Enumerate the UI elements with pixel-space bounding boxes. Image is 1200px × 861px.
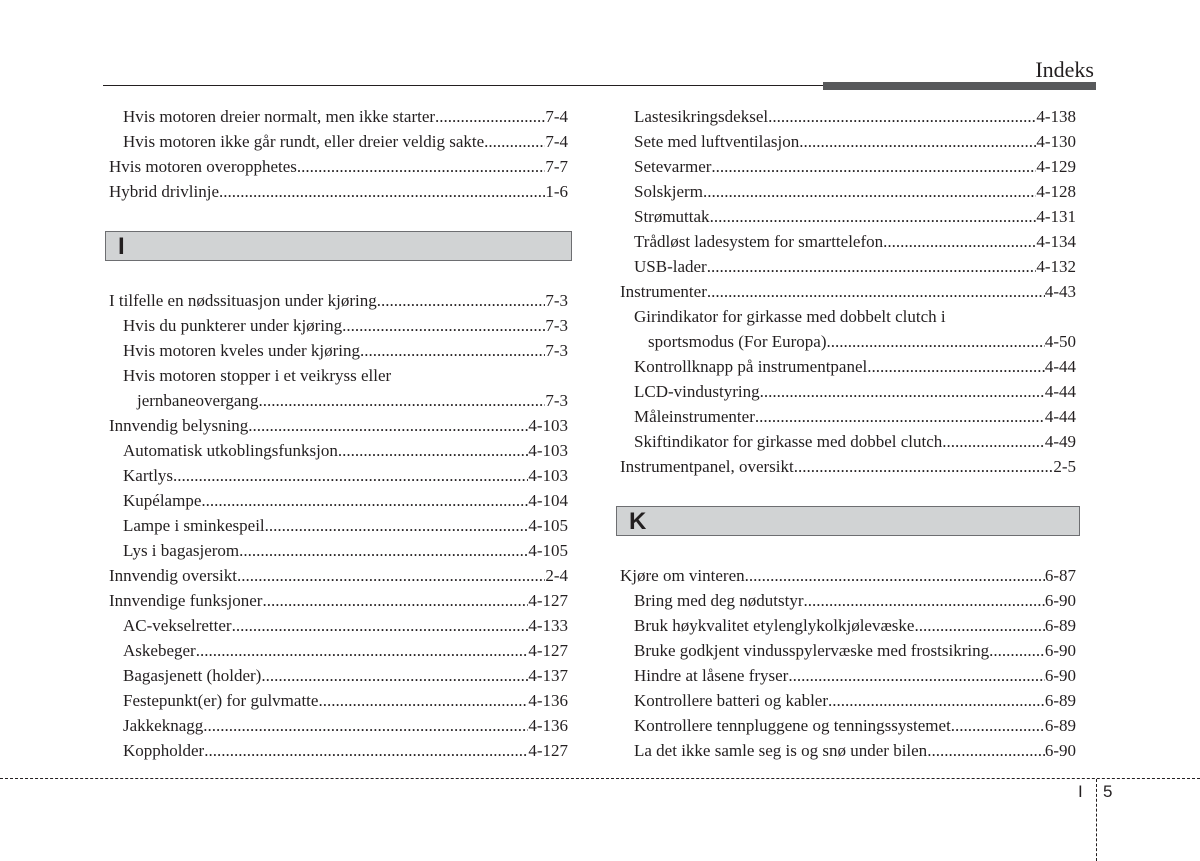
index-entry: Solskjerm ..... 4-128 (620, 179, 1076, 204)
index-entry: Hindre at låsene fryser ..... 6-90 (620, 663, 1076, 688)
index-entry: Hvis motoren stopper i et veikryss eller (123, 366, 392, 385)
index-entry: Hvis du punkterer under kjøring ..... 7-3 (109, 313, 568, 338)
index-entry: Innvendig belysning ..... 4-103 (109, 413, 568, 438)
index-entry: Festepunkt(er) for gulvmatte ..... 4-136 (109, 688, 568, 713)
index-entry: Bagasjenett (holder) ..... 4-137 (109, 663, 568, 688)
page-number: 5 (1103, 782, 1113, 801)
index-entry: Hvis motoren overopphetes ..... 7-7 (109, 154, 568, 179)
index-entry: Strømuttak ..... 4-131 (620, 204, 1076, 229)
index-entry: Koppholder ..... 4-127 (109, 738, 568, 763)
index-entry: I tilfelle en nødssituasjon under kjøring ..... 7-3 (109, 288, 568, 313)
index-entry: Kontrollere batteri og kabler ..... 6-89 (620, 688, 1076, 713)
index-entry: Automatisk utkoblingsfunksjon ..... 4-103 (109, 438, 568, 463)
page-title: Indeks (1035, 57, 1094, 82)
index-entry: AC-vekselretter ..... 4-133 (109, 613, 568, 638)
index-entry: Måleinstrumenter ..... 4-44 (620, 404, 1076, 429)
index-entry: Innvendige funksjoner ..... 4-127 (109, 588, 568, 613)
section-header-i: I (105, 231, 572, 261)
index-entry: Kartlys ..... 4-103 (109, 463, 568, 488)
header-rule (103, 85, 823, 86)
index-entry: Lampe i sminkespeil ..... 4-105 (109, 513, 568, 538)
footer-trim-line (0, 778, 1200, 779)
footer-divider (1096, 779, 1097, 861)
index-entry: Bruk høykvalitet etylenglykolkjølevæske ..... 6-89 (620, 613, 1076, 638)
index-entry: Girindikator for girkasse med dobbelt clutch i (634, 307, 946, 326)
index-entry: Kontrollere tennpluggene og tenningssystemet ..... 6-89 (620, 713, 1076, 738)
index-column-right (620, 104, 1076, 763)
index-entry: Hvis motoren dreier normalt, men ikke starter ..... 7-4 (109, 104, 568, 129)
index-entry: jernbaneovergang ..... 7-3 (109, 388, 568, 413)
index-entry: Sete med luftventilasjon ..... 4-130 (620, 129, 1076, 154)
index-entry: Innvendig oversikt ..... 2-4 (109, 563, 568, 588)
index-entry: Askebeger ..... 4-127 (109, 638, 568, 663)
index-entry: Bruke godkjent vindusspylervæske med frostsikring ..... 6-90 (620, 638, 1076, 663)
index-entry: Hvis motoren kveles under kjøring ..... 7-3 (109, 338, 568, 363)
header-accent-bar (823, 82, 1096, 90)
index-entry: USB-lader ..... 4-132 (620, 254, 1076, 279)
section-header-k: K (616, 506, 1080, 536)
index-entry: LCD-vindustyring ..... 4-44 (620, 379, 1076, 404)
index-entry: Lastesikringsdeksel ..... 4-138 (620, 104, 1076, 129)
index-entry: Lys i bagasjerom ..... 4-105 (109, 538, 568, 563)
footer-section-letter: I (1078, 782, 1083, 801)
index-entry: Kontrollknapp på instrumentpanel ..... 4-44 (620, 354, 1076, 379)
index-entry: Bring med deg nødutstyr ..... 6-90 (620, 588, 1076, 613)
index-entry: Kjøre om vinteren ..... 6-87 (620, 563, 1076, 588)
index-entry: Instrumenter ..... 4-43 (620, 279, 1076, 304)
index-entry: Jakkeknagg ..... 4-136 (109, 713, 568, 738)
index-entry: Kupélampe ..... 4-104 (109, 488, 568, 513)
index-column-left (109, 104, 568, 763)
index-entry: Skiftindikator for girkasse med dobbel clutch ..... 4-49 (620, 429, 1076, 454)
index-entry: Hvis motoren ikke går rundt, eller dreier veldig sakte ..... 7-4 (109, 129, 568, 154)
index-entry: La det ikke samle seg is og snø under bilen ..... 6-90 (620, 738, 1076, 763)
index-entry: Hybrid drivlinje ..... 1-6 (109, 179, 568, 204)
index-entry: Instrumentpanel, oversikt ..... 2-5 (620, 454, 1076, 479)
index-entry: sportsmodus (For Europa) ..... 4-50 (620, 329, 1076, 354)
index-entry: Trådløst ladesystem for smarttelefon ..... 4-134 (620, 229, 1076, 254)
index-entry: Setevarmer ..... 4-129 (620, 154, 1076, 179)
